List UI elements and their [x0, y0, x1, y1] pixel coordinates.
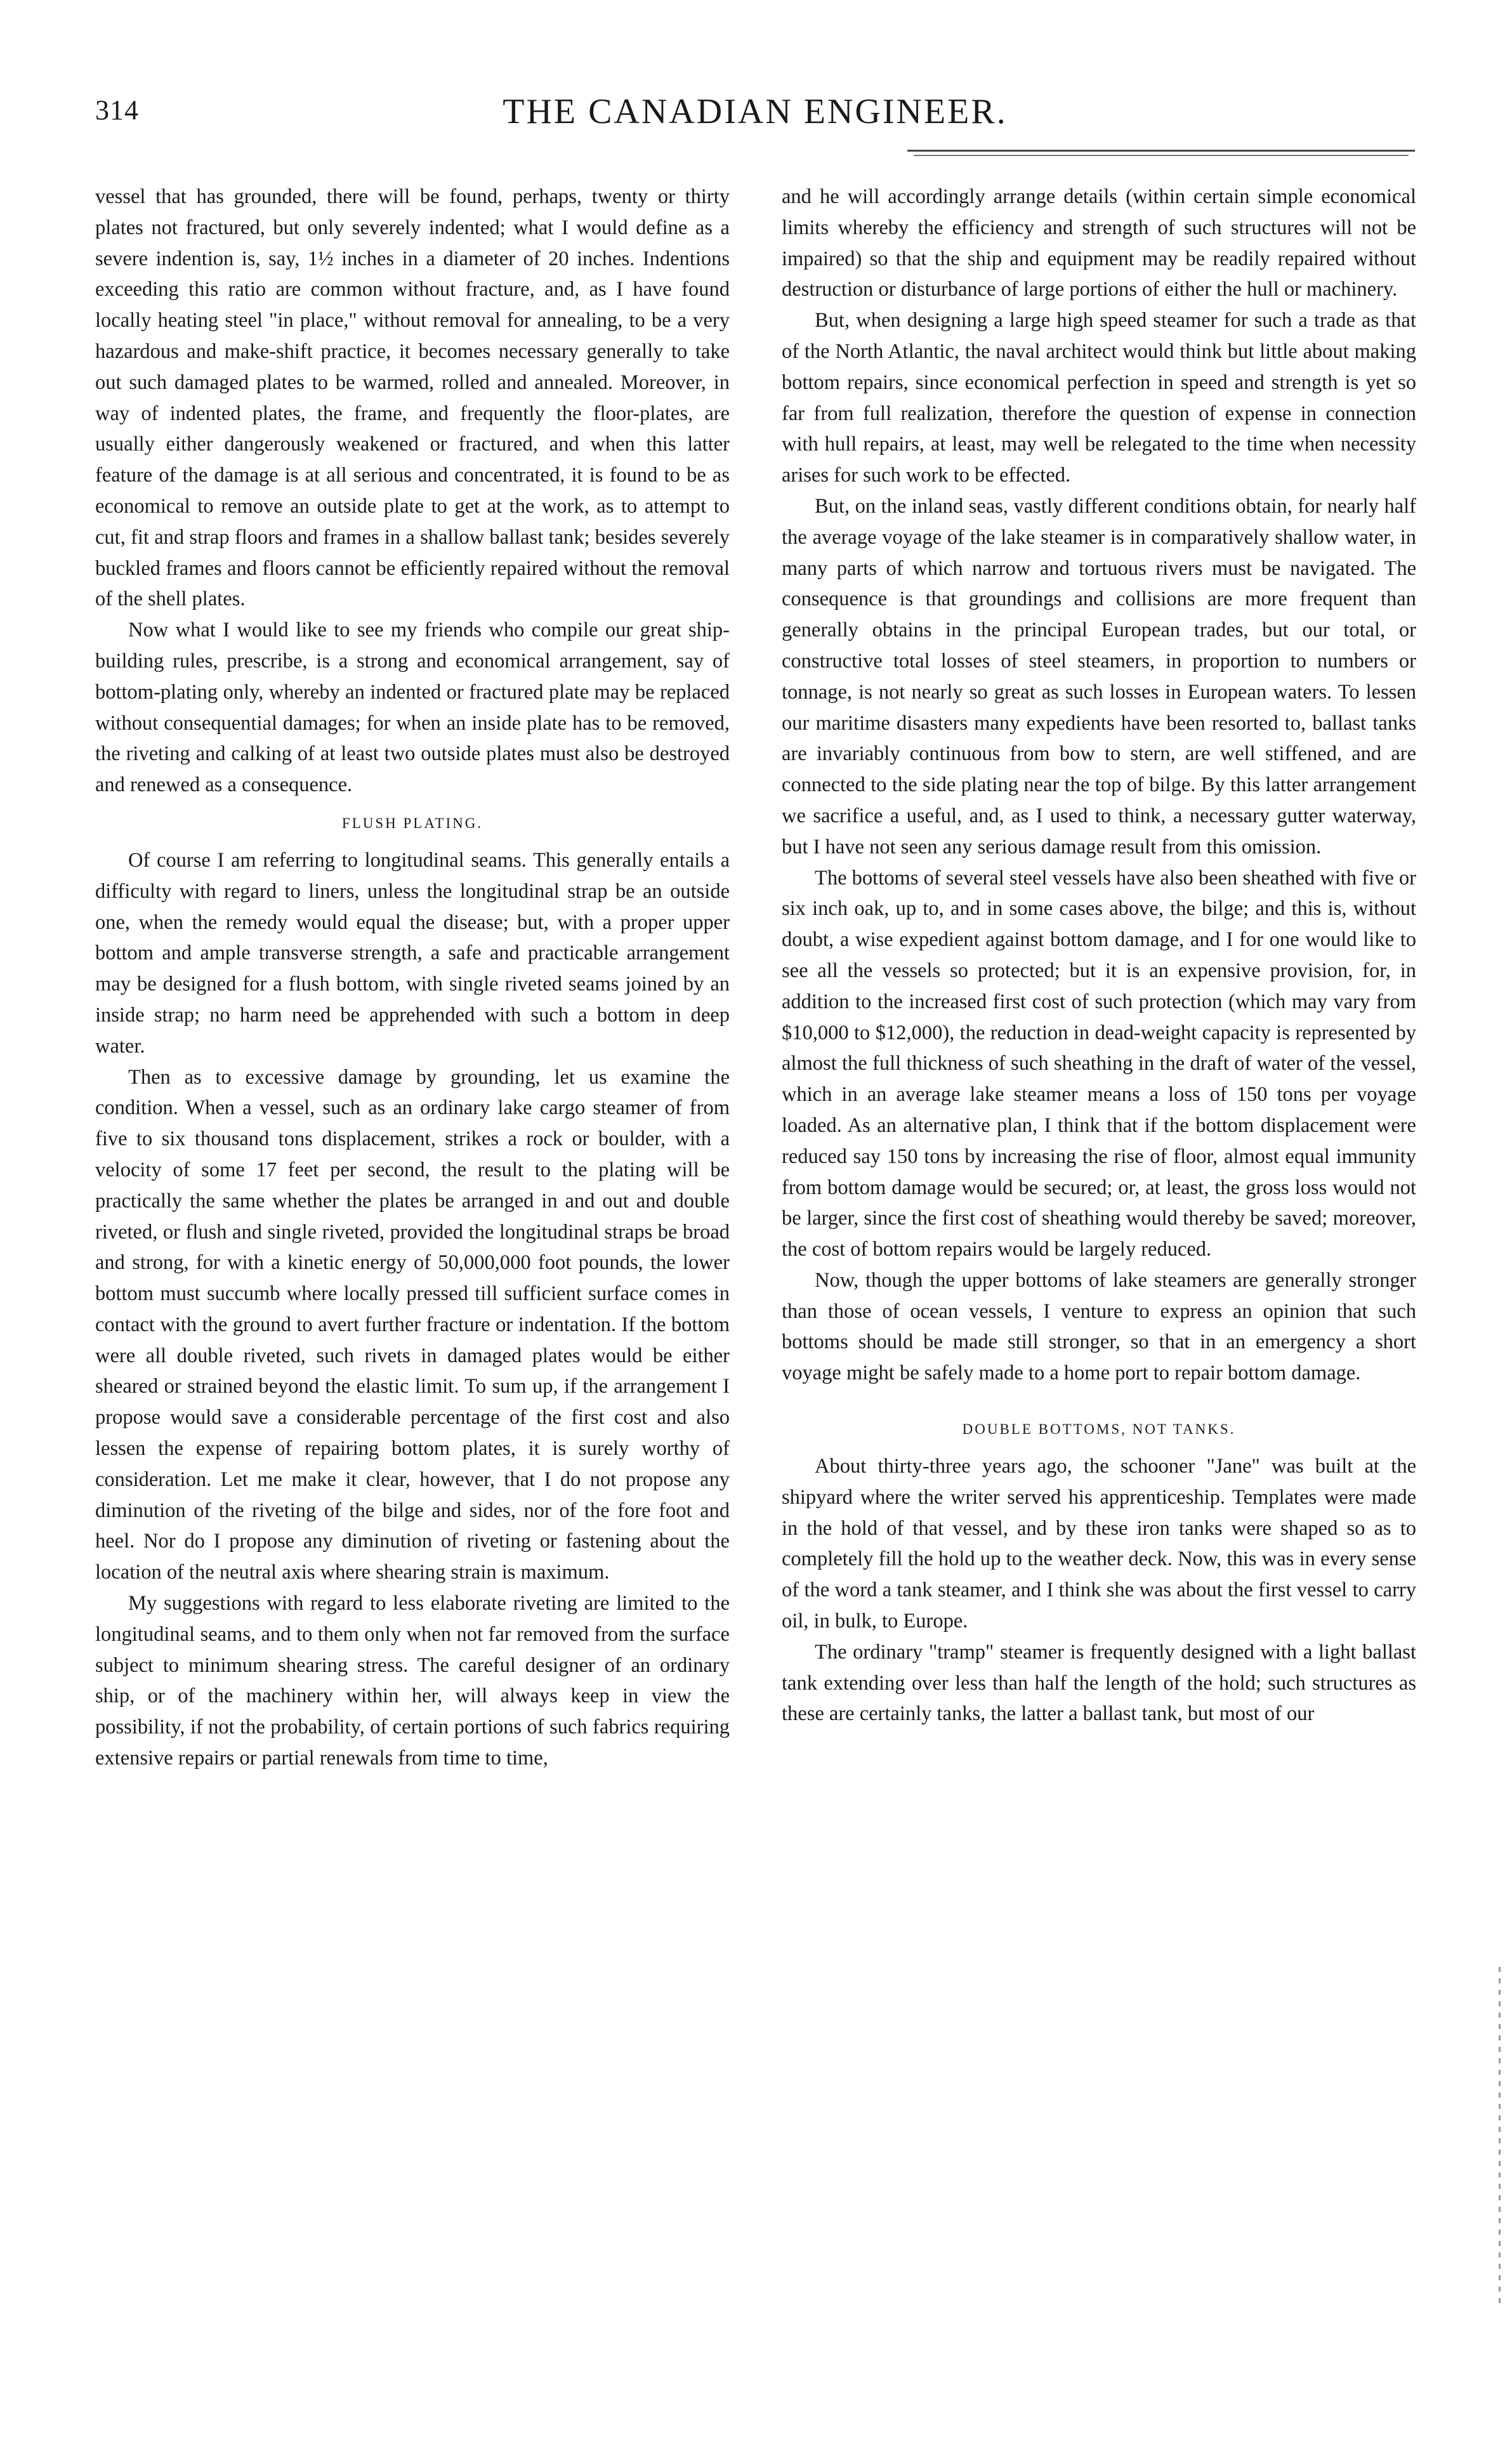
- header-rule-secondary: [914, 155, 1409, 156]
- paragraph: The ordinary "tramp" steamer is frequently designed with a light ballast tank extending over less than half the length of the hold; such structures as these are certainly tanks, the latter a ballast tank, but most of our: [782, 1640, 1416, 1726]
- running-title: THE CANADIAN ENGINEER.: [503, 92, 1008, 131]
- page-edge-mark: [1499, 1967, 1501, 2309]
- section-heading-flush-plating: FLUSH PLATING.: [341, 815, 483, 831]
- left-column: [95, 181, 730, 1774]
- paragraph: The bottoms of several steel vessels have also been sheathed with five or six inch oak, up to, and in some cases above, the bilge; and this is, without doubt, a wise expedient against bottom damage, and I for one would like to see all the vessels so protected; but it is an expensive provision, for, in addition to the increased first cost of such protection (which may vary from $10,000 to $12,000), the reduction in dead-weight capacity is represented by almost the full thickness of such sheathing in the draft of water of the vessel, which in an average lake steamer means a loss of 150 tons per voyage loaded. As an alternative plan, I think that if the bottom displacement were reduced say 150 tons by increasing the rise of floor, almost equal immunity from bottom damage would be secured; or, at least, the gross loss would not be larger, since the first cost of sheathing would thereby be saved; moreover, the cost of bottom repairs would be largely reduced.: [782, 866, 1416, 1261]
- paragraph: vessel that has grounded, there will be found, perhaps, twenty or thirty plates not fractured, but only severely indented; what I would define as a severe indention is, say, 1½ inches in a diameter of 20 inches. Indentions exceeding this ratio are common without fracture, and, as I have found locally heating steel "in place," without removal for annealing, to be a very hazardous and make-shift practice, it becomes necessary generally to take out such damaged plates to be warmed, rolled and annealed. Moreover, in way of indented plates, the frame, and frequently the floor-plates, are usually either dangerously weakened or fractured, and when this latter feature of the damage is at all serious and concentrated, it is found to be as economical to remove an outside plate to get at the work, as to attempt to cut, fit and strap floors and frames in a shallow ballast tank; besides severely buckled frames and floors cannot be efficiently repaired without the removal of the shell plates.: [95, 185, 730, 611]
- paragraph: Of course I am referring to longitudinal seams. This generally entails a difficulty with regard to liners, unless the longitudinal strap be an outside one, when the remedy would equal the disease; but, with a proper upper bottom and ample transverse strength, a safe and practicable arrangement may be designed for a flush bottom, with single riveted seams joined by an inside strap; no harm need be apprehended with such a bottom in deep water.: [95, 848, 730, 1058]
- paragraph: Then as to excessive damage by grounding, let us examine the condition. When a vessel, such as an ordinary lake cargo steamer of from five to six thousand tons displacement, strikes a rock or boulder, with a velocity of some 17 feet per second, the result to the plating will be practically the same whether the plates be arranged in and out and double riveted, or flush and single riveted, provided the longitudinal straps be broad and strong, for with a kinetic energy of 50,000,000 foot pounds, the lower bottom must succumb where locally pressed till sufficient surface comes in contact with the ground to avert further fracture or indentation. If the bottom were all double riveted, such rivets in damaged plates would be either sheared or strained beyond the elastic limit. To sum up, if the arrangement I propose would save a considerable percentage of the first cost and also lessen the expense of repairing bottom plates, it is surely worthy of consideration. Let me make it clear, however, that I do not propose any diminution of the riveting of the bilge and sides, nor of the fore foot and heel. Nor do I propose any diminution of riveting or fastening about the location of the neutral axis where shearing strain is maximum.: [95, 1065, 730, 1584]
- right-column: [782, 181, 1416, 1730]
- section-heading-double-bottoms: DOUBLE BOTTOMS, NOT TANKS.: [962, 1421, 1236, 1438]
- paragraph: But, on the inland seas, vastly different conditions obtain, for nearly half the average voyage of the lake steamer is in comparatively shallow water, in many parts of which narrow and tortuous rivers must be navigated. The consequence is that groundings and collisions are more frequent than generally obtains in the principal European trades, but our total, or constructive total losses of steel steamers, in proportion to numbers or tonnage, is not nearly so great as such losses in European waters. To lessen our maritime disasters many expedients have been resorted to, ballast tanks are invariably continuous from bow to stern, are well stiffened, and are connected to the side plating near the top of bilge. By this latter arrangement we sacrifice a useful, and, as I used to think, a necessary gutter waterway, but I have not seen any serious damage result from this omission.: [782, 494, 1416, 858]
- paragraph: My suggestions with regard to less elaborate riveting are limited to the longitudinal seams, and to them only when not far removed from the surface subject to minimum shearing stress. The careful designer of an ordinary ship, or of the machinery within her, will always keep in view the possibility, if not the probability, of certain portions of such fabrics requiring extensive repairs or partial renewals from time to time,: [95, 1592, 730, 1770]
- paragraph: Now, though the upper bottoms of lake steamers are generally stronger than those of ocean vessels, I venture to express an opinion that such bottoms should be made still stronger, so that in an emergency a short voyage might be safely made to a home port to repair bottom damage.: [782, 1268, 1416, 1385]
- paragraph: But, when designing a large high speed steamer for such a trade as that of the North Atlantic, the naval architect would think but little about making bottom repairs, since economical perfection in speed and strength is yet so far from full realization, therefore the question of expense in connection with hull repairs, at least, may well be relegated to the time when necessity arises for such work to be effected.: [782, 309, 1416, 487]
- paragraph: and he will accordingly arrange details (within certain simple economical limits whereby the efficiency and strength of such structures will not be impaired) so that the ship and equipment may be readily repaired without destruction or disturbance of large portions of either the hull or machinery.: [782, 185, 1416, 301]
- page-number: 314: [95, 95, 139, 126]
- header-rule: [907, 150, 1415, 152]
- page-header: [95, 89, 1415, 140]
- paragraph: Now what I would like to see my friends who compile our great ship-building rules, prescribe, is a strong and economical arrangement, say of bottom-plating only, whereby an indented or fractured plate may be replaced without consequential damages; for when an inside plate has to be removed, the riveting and calking of at least two outside plates must also be destroyed and renewed as a consequence.: [95, 619, 730, 797]
- paragraph: About thirty-three years ago, the schooner "Jane" was built at the shipyard where the writer served his apprenticeship. Templates were made in the hold of that vessel, and by these iron tanks were shaped so as to completely fill the hold up to the weather deck. Now, this was in every sense of the word a tank steamer, and I think she was about the first vessel to carry oil, in bulk, to Europe.: [782, 1455, 1416, 1633]
